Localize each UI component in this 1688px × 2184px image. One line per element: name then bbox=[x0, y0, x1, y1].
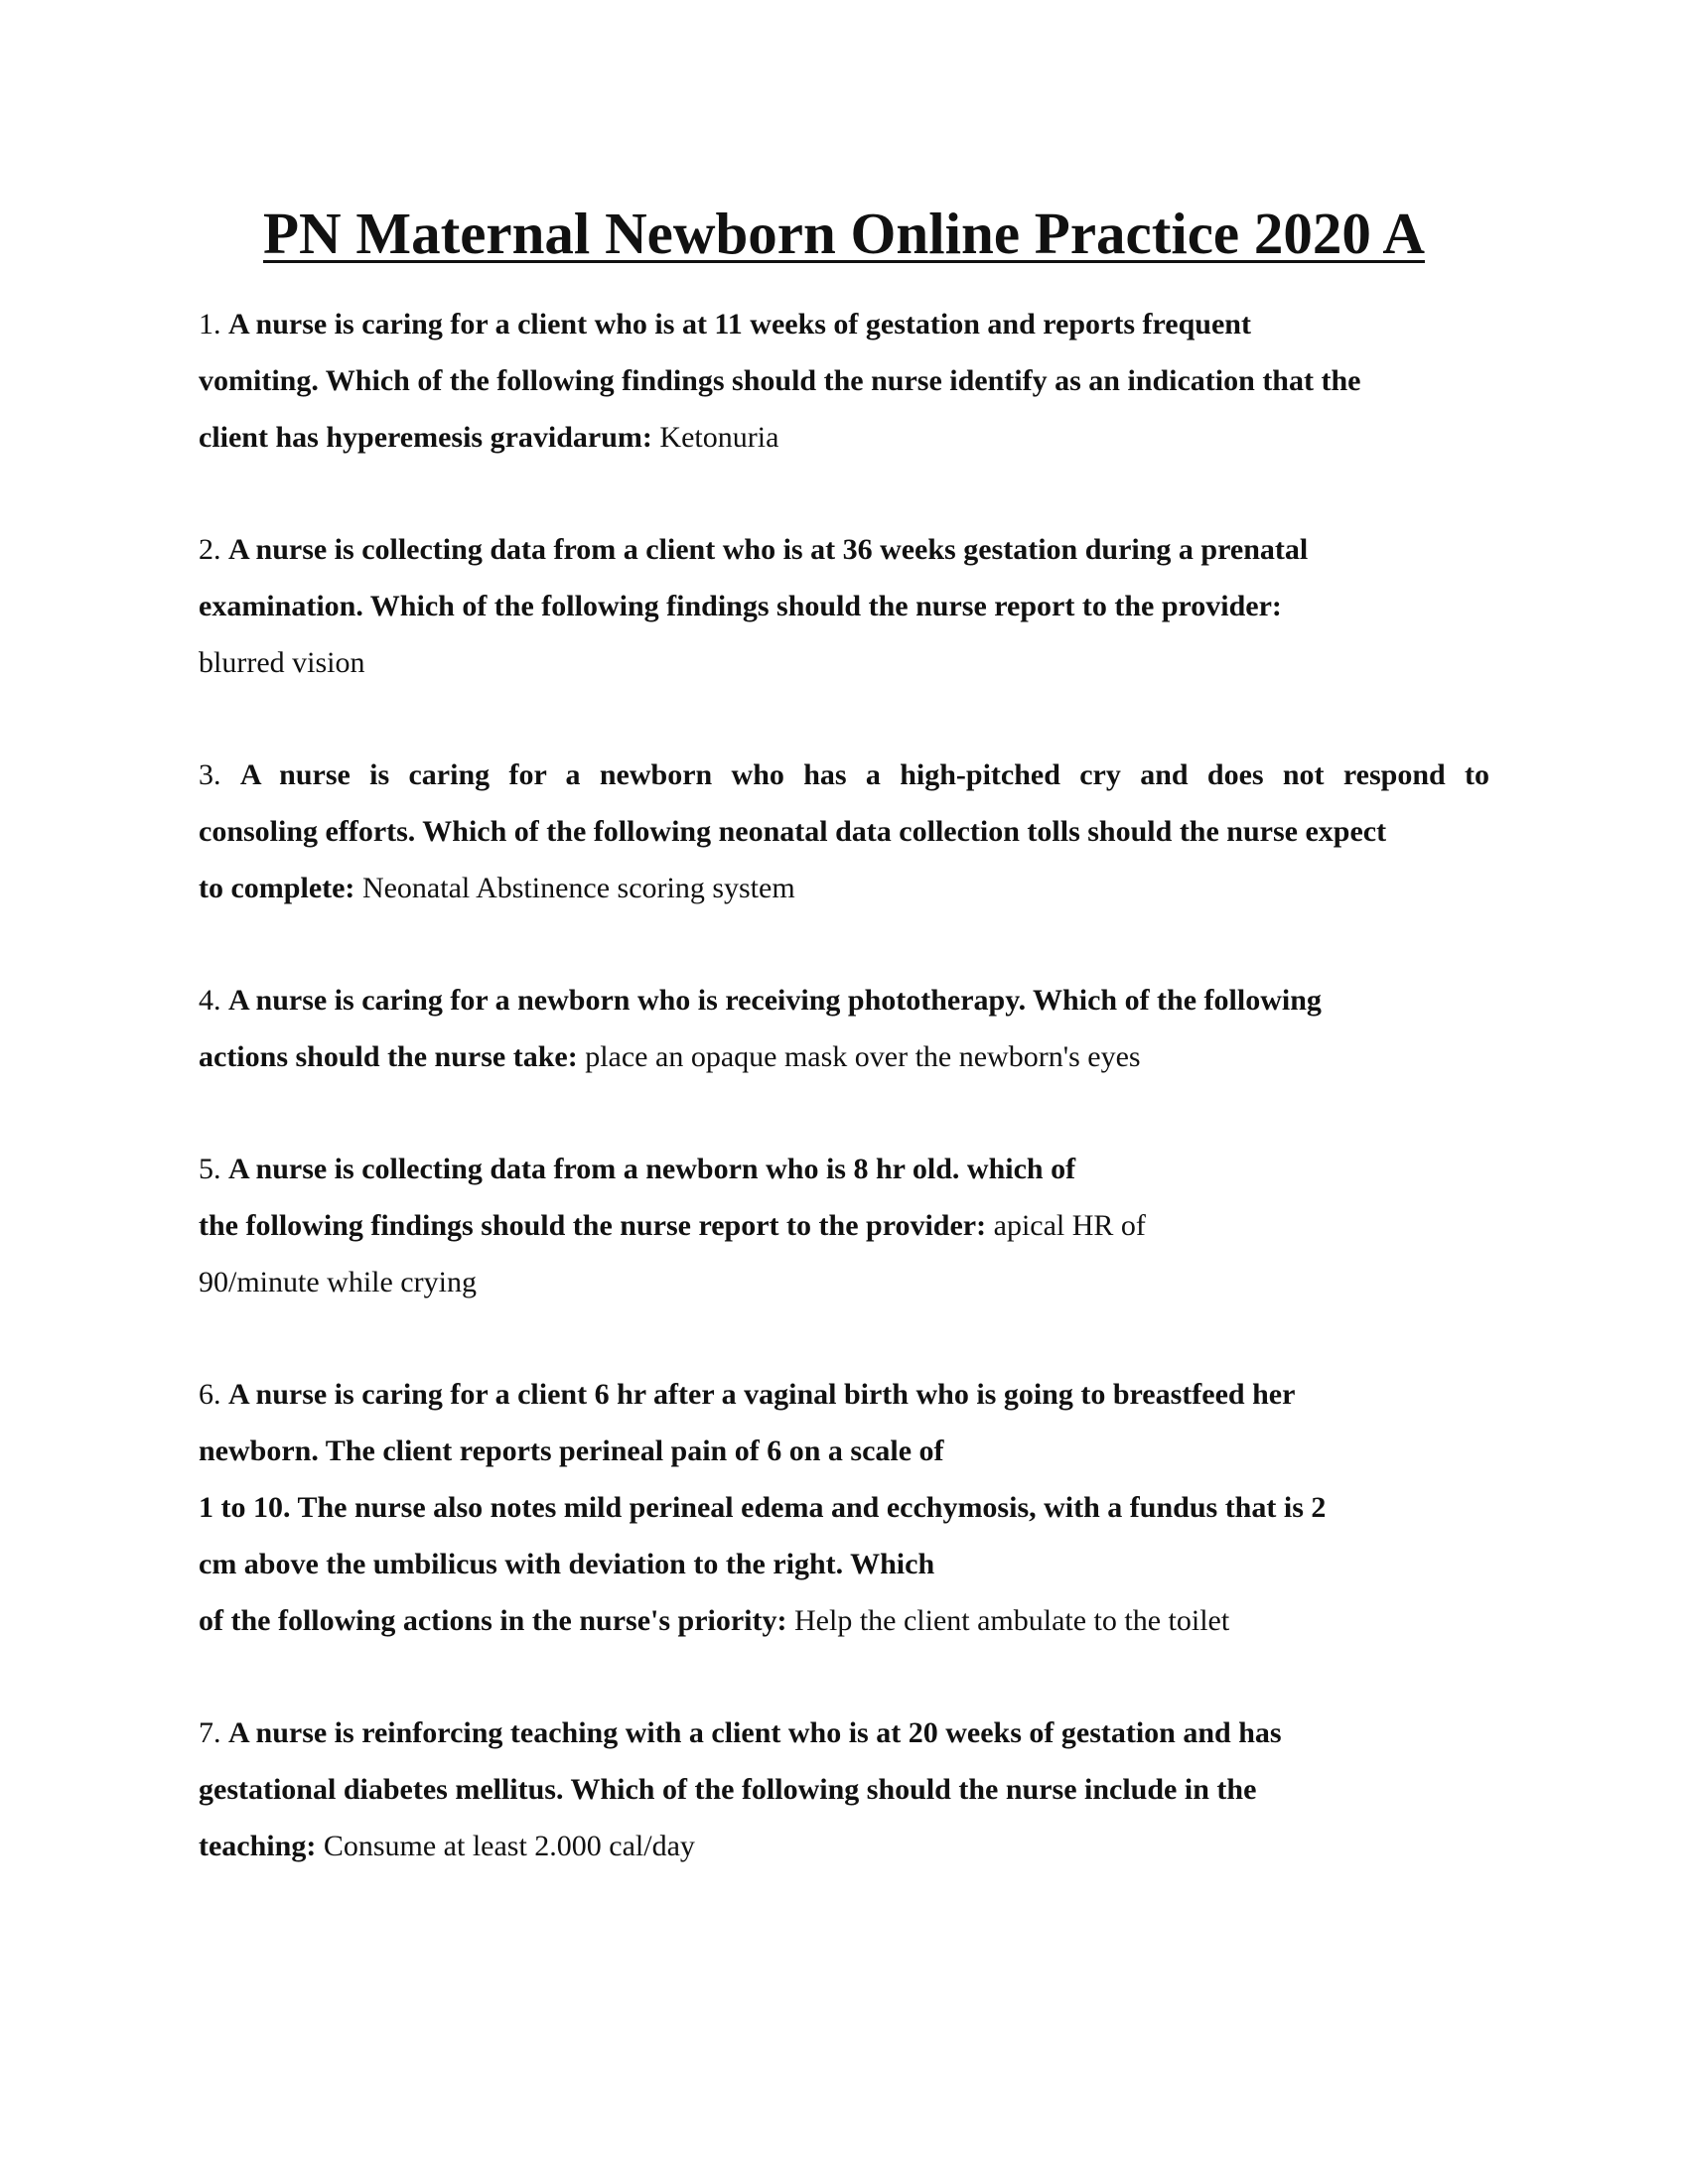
question-line bbox=[199, 747, 1489, 803]
question-number: 2. bbox=[199, 533, 221, 566]
question-line bbox=[199, 1536, 1489, 1592]
question-number: 4. bbox=[199, 984, 221, 1017]
document-title: PN Maternal Newborn Online Practice 2020 A bbox=[263, 201, 1425, 266]
question-line bbox=[199, 521, 1489, 578]
question-text: of the following actions in the nurse's priority: bbox=[199, 1604, 787, 1637]
question-line bbox=[199, 578, 1489, 634]
answer-text: Ketonuria bbox=[659, 421, 779, 454]
question-line bbox=[199, 1479, 1489, 1536]
question-line bbox=[199, 1141, 1489, 1197]
answer-text: 90/minute while crying bbox=[199, 1266, 477, 1298]
question-text: A nurse is caring for a client who is at 11 weeks of gestation and reports frequent bbox=[228, 308, 1251, 341]
question-text: cm above the umbilicus with deviation to the right. Which bbox=[199, 1548, 935, 1580]
question-item bbox=[199, 972, 1489, 1085]
question-line bbox=[199, 1366, 1489, 1423]
question-line bbox=[199, 1028, 1489, 1085]
answer-text: Help the client ambulate to the toilet bbox=[794, 1604, 1230, 1637]
question-text: A nurse is reinforcing teaching with a client who is at 20 weeks of gestation and has bbox=[228, 1716, 1282, 1749]
question-text: actions should the nurse take: bbox=[199, 1040, 578, 1073]
question-line bbox=[199, 1818, 1489, 1874]
question-line bbox=[199, 860, 1489, 916]
question-line bbox=[199, 1592, 1489, 1649]
answer-text: Neonatal Abstinence scoring system bbox=[361, 872, 795, 904]
question-line bbox=[199, 1705, 1489, 1761]
question-line bbox=[199, 1254, 1489, 1310]
answer-text: apical HR of bbox=[993, 1209, 1146, 1242]
question-line bbox=[199, 803, 1489, 860]
question-text: A nurse is caring for a newborn who has a high-pitched cry and does not respond to bbox=[239, 758, 1490, 791]
question-text: to complete: bbox=[199, 872, 355, 904]
document-page bbox=[199, 199, 1489, 1930]
question-line bbox=[199, 409, 1489, 466]
question-text: 1 to 10. The nurse also notes mild perineal edema and ecchymosis, with a fundus that is 2 bbox=[199, 1491, 1327, 1524]
question-line bbox=[199, 296, 1489, 352]
answer-text: blurred vision bbox=[199, 646, 365, 679]
question-item bbox=[199, 521, 1489, 691]
question-number: 6. bbox=[199, 1378, 221, 1411]
question-line bbox=[199, 634, 1489, 691]
question-line bbox=[199, 1423, 1489, 1479]
answer-text: Consume at least 2.000 cal/day bbox=[323, 1830, 695, 1862]
question-text: A nurse is caring for a client 6 hr after a vaginal birth who is going to breastfeed her bbox=[228, 1378, 1296, 1411]
question-line bbox=[199, 1761, 1489, 1818]
answer-text: place an opaque mask over the newborn's eyes bbox=[585, 1040, 1141, 1073]
question-number: 5. bbox=[199, 1153, 221, 1185]
question-text: consoling efforts. Which of the following neonatal data collection tolls should the nurse expect bbox=[199, 815, 1387, 848]
question-text: A nurse is collecting data from a newborn who is 8 hr old. which of bbox=[228, 1153, 1076, 1185]
question-text: A nurse is collecting data from a client who is at 36 weeks gestation during a prenatal bbox=[228, 533, 1309, 566]
question-number: 1. bbox=[199, 308, 221, 341]
question-line bbox=[199, 352, 1489, 409]
question-item bbox=[199, 296, 1489, 466]
question-number: 7. bbox=[199, 1716, 221, 1749]
question-item bbox=[199, 1705, 1489, 1874]
question-text: the following findings should the nurse report to the provider: bbox=[199, 1209, 987, 1242]
question-item bbox=[199, 1366, 1489, 1649]
question-item bbox=[199, 747, 1489, 916]
question-text: examination. Which of the following findings should the nurse report to the provider: bbox=[199, 590, 1282, 622]
question-text: vomiting. Which of the following findings should the nurse identify as an indication that the bbox=[199, 364, 1361, 397]
question-item bbox=[199, 1141, 1489, 1310]
question-text: gestational diabetes mellitus. Which of the following should the nurse include in the bbox=[199, 1773, 1257, 1806]
question-line bbox=[199, 1197, 1489, 1254]
question-text: A nurse is caring for a newborn who is receiving phototherapy. Which of the following bbox=[228, 984, 1322, 1017]
question-line bbox=[199, 972, 1489, 1028]
question-list bbox=[199, 296, 1489, 1874]
question-text: teaching: bbox=[199, 1830, 317, 1862]
question-text: newborn. The client reports perineal pain of 6 on a scale of bbox=[199, 1434, 944, 1467]
question-text: client has hyperemesis gravidarum: bbox=[199, 421, 652, 454]
question-number: 3. bbox=[199, 758, 221, 791]
